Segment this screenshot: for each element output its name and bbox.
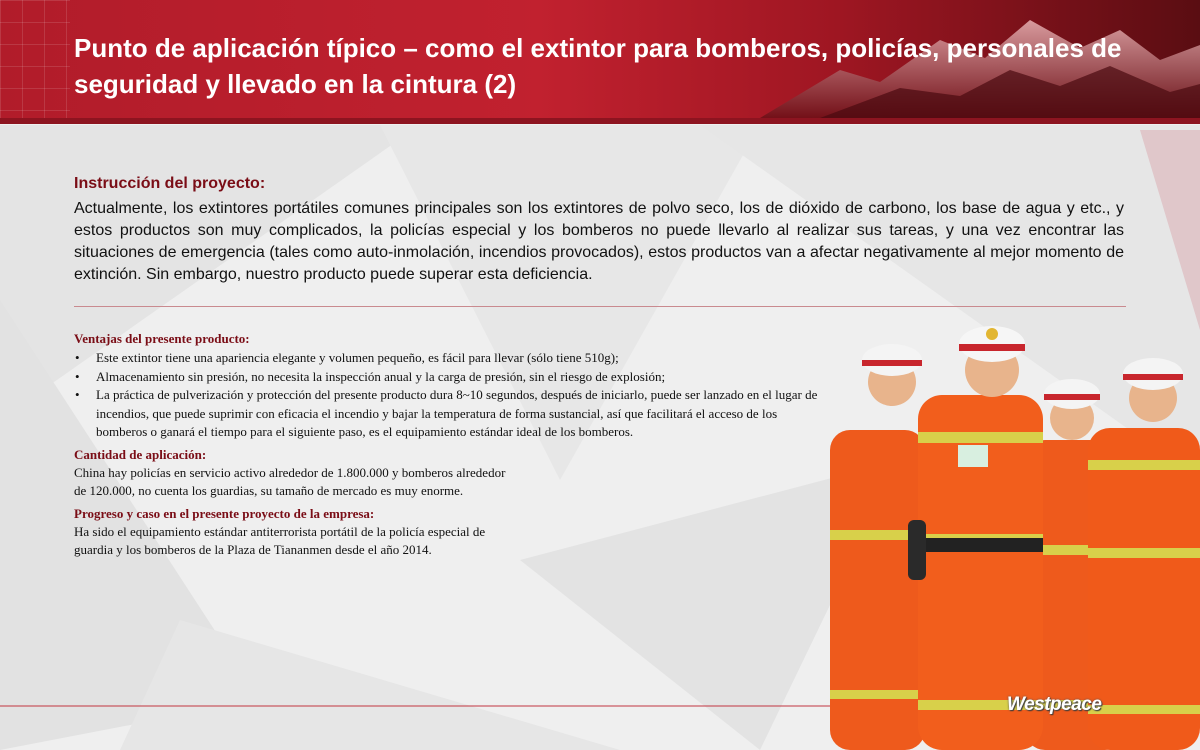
project-description: Actualmente, los extintores portátiles comunes principales son los extintores de polvo seco, los de dióxido de carbono, los base de agua y etc., y estos productos son muy complicados, la policías especial y los bomberos no puede llevarlo al realizar sus tareas, y una vez encontrar las situaciones de emergencia (tales como auto-inmolación, incendios provocados), estos productos van a afectar negativamente al mejor momento de extinción. Sin embargo, nuestro producto puede superar esta deficiencia.: [74, 200, 1124, 283]
section-divider: [74, 306, 1126, 307]
firefighter-figure: [1088, 358, 1200, 750]
advantage-item: • La práctica de pulverización y protección del presente producto dura 8~10 segundos, después de iniciarlo, puede ser lanzado en el lugar de incendios, que puede suprimir con eficacia el incendio y bajar la temperatura de forma sustancial, así que facilitará el acceso de los bomberos o ganará el tiempo para el siguiente paso, es el equipamiento estándar ideal de los bomberos.: [74, 386, 818, 442]
firefighter-figure: [908, 326, 1043, 750]
project-heading: Instrucción del proyecto:: [74, 175, 266, 192]
advantages-heading: Ventajas del presente producto:: [74, 331, 250, 346]
westpeace-logo: Westpeace: [1007, 694, 1102, 715]
details-section: [74, 330, 834, 564]
progress-text: Ha sido el equipamiento estándar antiterrorista portátil de la policía especial de guardia y los bomberos de la Plaza de Tiananmen desde el año 2014.: [74, 523, 486, 557]
header-bottom-band: [0, 118, 1200, 124]
advantage-item: • Almacenamiento sin presión, no necesita la inspección anual y la carga de presión, sin el riesgo de explosión;: [74, 368, 834, 387]
advantages-list: [74, 349, 834, 442]
firefighters-photo: [830, 320, 1200, 750]
quantity-text: China hay policías en servicio activo alrededor de 1.800.000 y bomberos alrededor de 120.000, no cuenta los guardias, su tamaño de mercado es muy enorme.: [74, 464, 506, 498]
quantity-heading: Cantidad de aplicación:: [74, 446, 207, 462]
page-title: Punto de aplicación típico – como el extintor para bomberos, policías, personales de seguridad y llevado en la cintura (2): [74, 33, 1122, 99]
progress-heading: Progreso y caso en el presente proyecto de la empresa:: [74, 505, 375, 521]
advantage-item: • Este extintor tiene una apariencia elegante y volumen pequeño, es fácil para llevar (sólo tiene 510g);: [74, 349, 834, 368]
header-banner: [0, 0, 1200, 118]
